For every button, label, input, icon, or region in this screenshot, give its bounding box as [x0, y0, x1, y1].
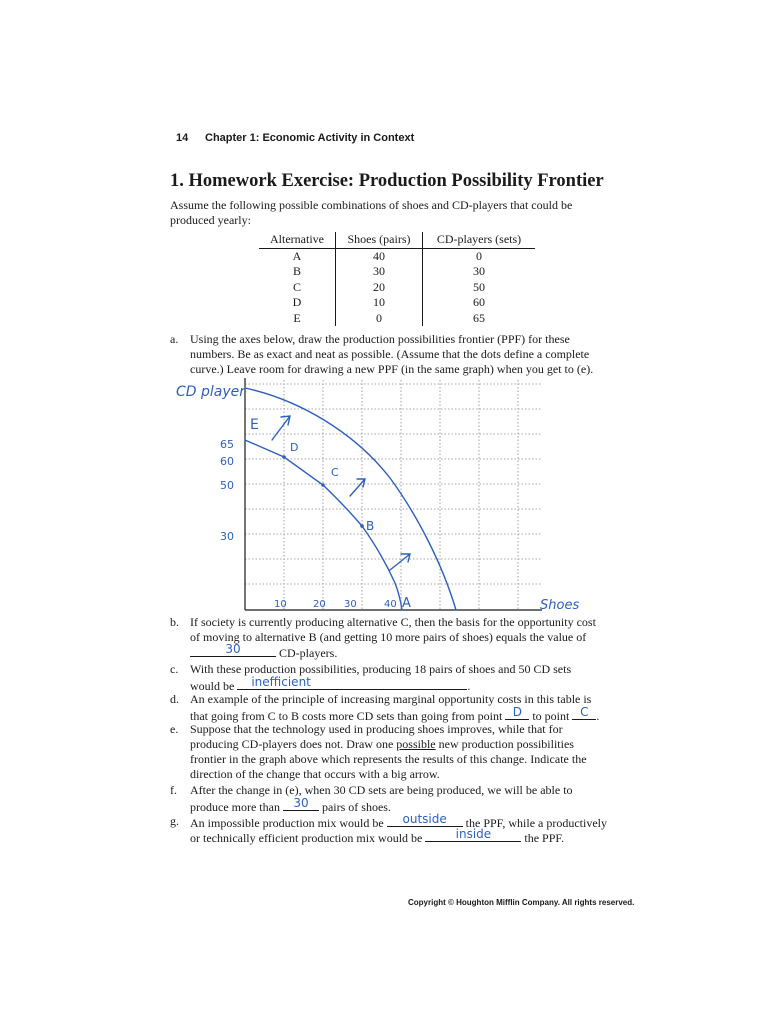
answer-blank-c[interactable] — [237, 677, 467, 690]
table-cell: 30 — [336, 264, 423, 279]
table-row — [259, 264, 535, 279]
question-e-suffix: new production possibilities — [438, 737, 574, 751]
point-label-d: D — [290, 441, 299, 454]
table-cell: D — [292, 295, 302, 310]
question-d-line-1: An example of the principle of increasing marginal opportunity costs in this table is — [190, 692, 592, 706]
question-e-emphasis: possible — [396, 737, 436, 751]
point-label-c: C — [331, 466, 339, 479]
answer-g2: inside — [455, 827, 492, 841]
table-cell: 0 — [476, 249, 482, 263]
answer-f: 30 — [293, 796, 309, 810]
question-c-label: c. — [170, 662, 179, 676]
point-d-dot — [282, 455, 286, 459]
table-cell: B — [292, 264, 301, 279]
question-e-line-2 — [190, 737, 574, 752]
question-g-prefix-2: or technically efficient production mix would be — [190, 831, 423, 845]
y-tick-50: 50 — [220, 479, 234, 492]
point-b-dot — [360, 524, 364, 528]
question-g-prefix: An impossible production mix would be — [190, 816, 384, 830]
exercise-title: 1. Homework Exercise: Production Possibility Frontier — [170, 171, 604, 191]
question-b-suffix: CD-players. — [279, 646, 338, 660]
answer-blank-g1[interactable] — [387, 814, 463, 827]
table-cell: 0 — [336, 311, 423, 326]
question-e-line-1: Suppose that the technology used in producing shoes improves, while that for — [190, 722, 563, 736]
table-cell: 30 — [473, 264, 485, 279]
shift-arrow-icon — [390, 554, 410, 570]
question-g-middle: the PPF, while a productively — [465, 816, 608, 830]
table-cell: A — [292, 249, 302, 263]
question-g-label: g. — [170, 814, 179, 828]
question-d-suffix: . — [596, 709, 600, 723]
answer-blank-b[interactable] — [190, 644, 276, 657]
column-header-alternative: Alternative — [259, 232, 336, 249]
axes — [245, 378, 542, 610]
point-label-a: A — [402, 596, 411, 611]
point-c-dot — [321, 483, 325, 487]
question-e-prefix: producing CD-players does not. Draw one — [190, 737, 394, 751]
answer-blank-d2[interactable] — [572, 707, 596, 720]
ppf-graph — [170, 378, 600, 618]
question-a-line-2: numbers. Be as exact and neat as possible. (Assume that the dots define a complete — [190, 347, 590, 361]
answer-blank-g2[interactable] — [425, 829, 521, 842]
table-cell: E — [293, 310, 301, 325]
table-row — [259, 249, 535, 265]
table-row — [259, 295, 535, 310]
shift-arrow-icon — [350, 479, 365, 496]
ppf-curve-original — [245, 440, 402, 610]
answer-b: 30 — [225, 642, 241, 656]
y-tick-60: 60 — [220, 455, 234, 468]
table-cell: 65 — [473, 310, 485, 325]
answer-d2: C — [580, 705, 589, 719]
table-header-row — [259, 232, 535, 249]
alternatives-table — [259, 232, 535, 326]
intro-line-1: Assume the following possible combinations of shoes and CD-players that could be — [170, 198, 573, 212]
question-b-label: b. — [170, 615, 179, 629]
y-axis-label: CD player — [176, 384, 246, 400]
table-cell: 10 — [336, 295, 423, 310]
question-a-line-3: curve.) Leave room for drawing a new PPF (in the same graph) when you get to (e). — [190, 362, 594, 376]
question-e-line-4: direction of the change that occurs with a big arrow. — [190, 767, 440, 781]
x-tick-40: 40 — [384, 599, 397, 610]
question-g-line-2 — [190, 829, 564, 846]
question-a-line-1: Using the axes below, draw the production possibilities frontier (PPF) for these — [190, 332, 570, 346]
chapter-title: Chapter 1: Economic Activity in Context — [205, 132, 415, 144]
y-tick-65: 65 — [220, 438, 234, 451]
table-cell: 50 — [473, 279, 485, 294]
question-c-suffix: . — [467, 679, 471, 693]
shift-arrow-icon — [272, 416, 290, 440]
answer-g1: outside — [402, 812, 447, 826]
x-axis-label: Shoes — [540, 598, 580, 613]
table-cell: 40 — [336, 249, 423, 265]
grid — [245, 380, 542, 610]
table-cell: C — [292, 279, 301, 294]
question-f-line-1: After the change in (e), when 30 CD sets are being produced, we will be able to — [190, 783, 573, 797]
y-tick-30: 30 — [220, 530, 234, 543]
question-e-label: e. — [170, 722, 179, 736]
answer-blank-f[interactable] — [283, 798, 319, 811]
table-cell: 20 — [336, 280, 423, 295]
column-header-cd-players: CD-players (sets) — [423, 232, 536, 249]
x-tick-20: 20 — [313, 599, 326, 610]
ppf-curve-new — [245, 388, 456, 610]
intro-line-2: produced yearly: — [170, 213, 251, 227]
question-e-line-3: frontier in the graph above which represents the results of this change. Indicate the — [190, 752, 587, 766]
x-tick-30: 30 — [344, 599, 357, 610]
question-g-suffix: the PPF. — [524, 831, 565, 845]
column-header-shoes: Shoes (pairs) — [336, 232, 423, 249]
answer-c: inefficient — [251, 675, 311, 689]
table-row — [259, 311, 535, 326]
page-number: 14 — [176, 132, 189, 144]
answer-d1: D — [512, 705, 522, 719]
question-d-prefix: that going from C to B costs more CD sets than going from point — [190, 709, 503, 723]
question-f-label: f. — [170, 783, 177, 797]
question-d-mid: to point — [532, 709, 570, 723]
question-d-label: d. — [170, 692, 179, 706]
question-b-line-1: If society is currently producing alternative C, then the basis for the opportunity cost — [190, 615, 596, 629]
question-f-line-2 — [190, 798, 391, 815]
copyright-notice: Copyright © Houghton Mifflin Company. All rights reserved. — [408, 898, 635, 907]
question-a-label: a. — [170, 332, 179, 346]
question-f-prefix: produce more than — [190, 800, 280, 814]
table-row — [259, 280, 535, 295]
question-b-line-2: of moving to alternative B (and getting 10 more pairs of shoes) equals the value of — [190, 630, 587, 644]
point-label-b: B — [366, 519, 375, 533]
question-c-line-1: With these production possibilities, producing 18 pairs of shoes and 50 CD sets — [190, 662, 572, 676]
point-label-e: E — [250, 417, 259, 433]
answer-blank-d1[interactable] — [505, 707, 529, 720]
question-b-line-3 — [190, 644, 337, 661]
question-f-suffix: pairs of shoes. — [321, 800, 391, 814]
x-tick-10: 10 — [274, 599, 287, 610]
question-c-prefix: would be — [190, 679, 235, 693]
table-cell: 60 — [473, 295, 485, 310]
